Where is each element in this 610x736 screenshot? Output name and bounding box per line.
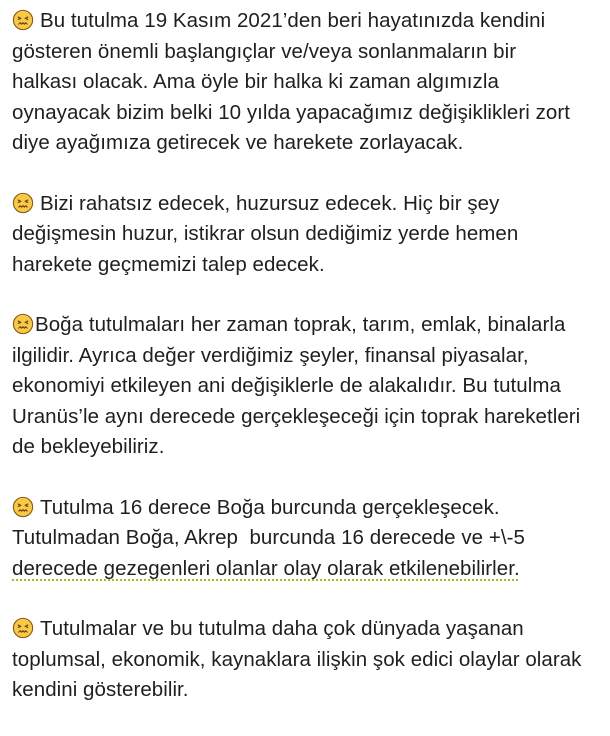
paragraph-2-line-1: Bizi rahatsız edecek, huzursuz edecek. Hiç bir şey [40, 191, 500, 215]
paragraph-2-line-3: harekete geçmemizi talep edecek. [12, 252, 325, 276]
paragraph-5-line-3: kendini gösterebilir. [12, 678, 189, 701]
confounded-face-icon [12, 192, 34, 214]
paragraph-4-line-3: derecede gezegenleri olanlar olay olarak etkilenebilirler. [12, 556, 520, 580]
paragraph-1 [12, 6, 610, 159]
paragraph-4-line-2: Tutulmadan Boğa, Akrep burcunda 16 derecede ve +\-5 [12, 526, 525, 549]
message-text [12, 6, 610, 736]
paragraph-5-line-1: Tutulmalar ve bu tutulma daha çok dünyada yaşanan [40, 617, 524, 640]
paragraph-1-line-3: halkası olacak. Ama öyle bir halka ki zaman algımızla [12, 70, 499, 93]
paragraph-4 [12, 493, 610, 585]
paragraph-2 [12, 189, 610, 281]
paragraph-5-line-2: toplumsal, ekonomik, kaynaklara ilişkin şok edici olaylar olarak [12, 647, 582, 671]
paragraph-1-line-5: diye ayağımıza getirecek ve harekete zorlayacak. [12, 131, 464, 154]
paragraph-1-line-2: gösteren önemli başlangıçlar ve/veya sonlanmaların bir [12, 39, 517, 63]
paragraph-3-line-1: Boğa tutulmaları her zaman toprak, tarım, emlak, binalarla [35, 313, 566, 336]
paragraph-3-line-4: Uranüs’le aynı derecede gerçekleşeceği için toprak hareketleri [12, 404, 581, 428]
paragraph-1-line-1: Bu tutulma 19 Kasım 2021’den beri hayatınızda kendini [40, 9, 546, 32]
paragraph-4-line-1: Tutulma 16 derece Boğa burcunda gerçekleşecek. [40, 495, 500, 519]
confounded-face-icon [12, 313, 34, 335]
paragraph-3-line-2: ilgilidir. Ayrıca değer verdiğimiz şeyler, finansal piyasalar, [12, 343, 529, 367]
confounded-face-icon [12, 496, 34, 518]
paragraph-3 [12, 310, 610, 463]
paragraph-3-line-5: de bekleyebiliriz. [12, 435, 165, 458]
paragraph-3-line-3: ekonomiyi etkileyen ani değişiklerle de alakalıdır. Bu tutulma [12, 374, 561, 397]
paragraph-2-line-2: değişmesin huzur, istikrar olsun dediğimiz yerde hemen [12, 222, 519, 245]
confounded-face-icon [12, 617, 34, 639]
paragraph-1-line-4: oynayacak bizim belki 10 yılda yapacağımız değişiklikleri zort [12, 100, 570, 124]
paragraph-5 [12, 614, 610, 706]
confounded-face-icon [12, 9, 34, 31]
